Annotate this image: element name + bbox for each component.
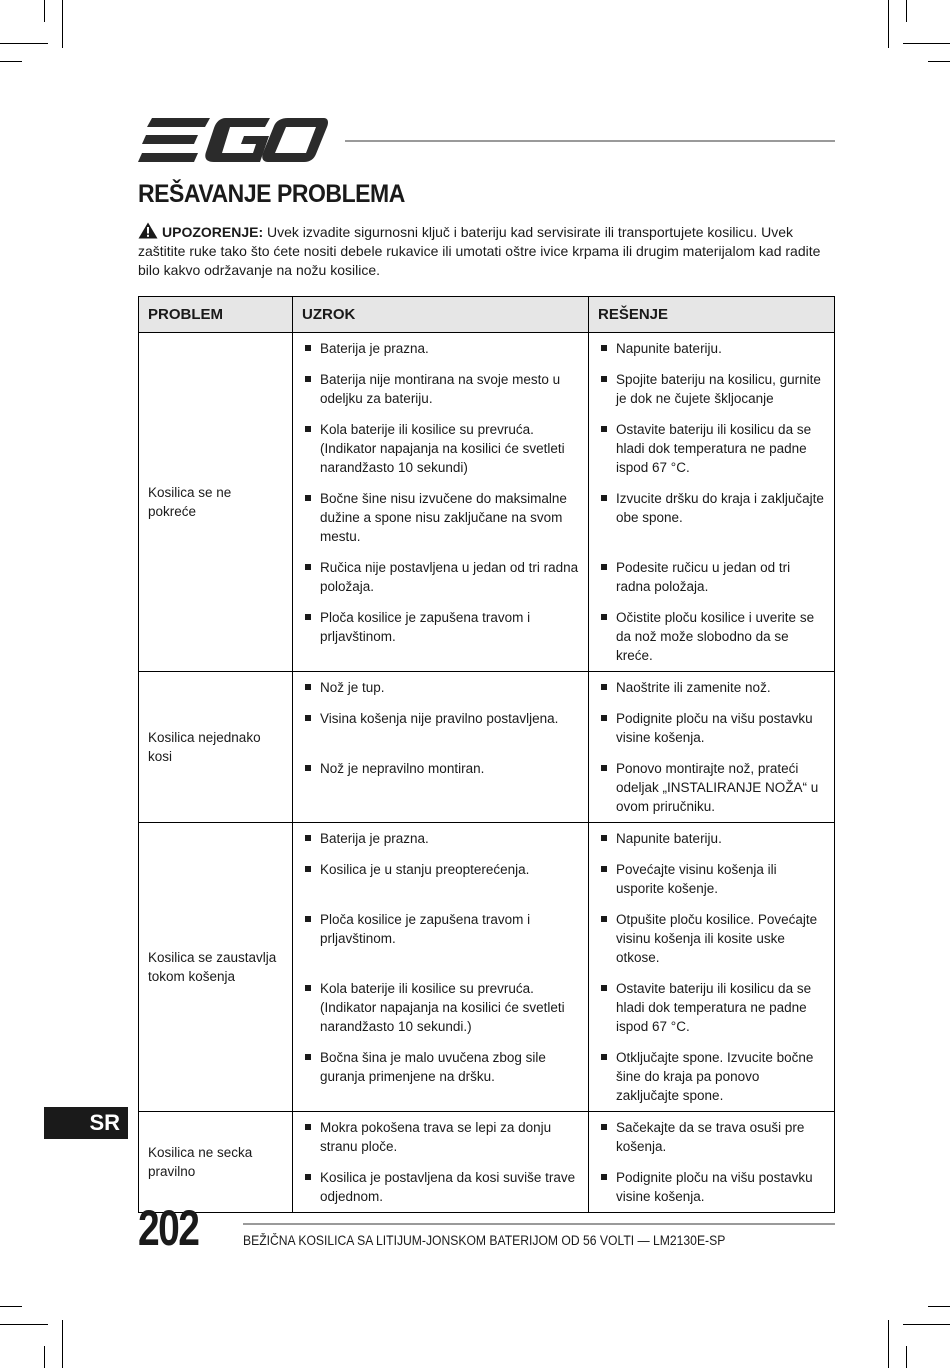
crop-mark: [0, 1324, 48, 1325]
header-problem: PROBLEM: [139, 297, 293, 333]
solution-cell: [589, 823, 835, 1112]
square-bullet-icon: [305, 916, 311, 922]
list-item: [599, 558, 825, 596]
cause-text: Mokra pokošena trava se lepi za donju stranu ploče.: [320, 1120, 552, 1154]
square-bullet-icon: [601, 1174, 607, 1180]
cause-cell: [293, 672, 589, 823]
solution-text: Sačekajte da se trava osuši pre košenja.: [616, 1120, 805, 1154]
cause-text: Kola baterije ili kosilice su prevruća. (Indikator napajanja na kosilici će svetleti narandžasto 10 sekundi): [320, 422, 565, 475]
crop-mark: [62, 1320, 63, 1368]
list-item: [303, 1168, 579, 1206]
cause-text: Bočne šine nisu izvučene do maksimalne dužine a spone nisu zaključane na svom mestu.: [320, 491, 567, 544]
square-bullet-icon: [305, 495, 311, 501]
list-item: [599, 709, 825, 747]
square-bullet-icon: [305, 345, 311, 351]
crop-mark: [903, 1324, 950, 1325]
cause-cell: [293, 1112, 589, 1213]
list-item: [303, 910, 579, 967]
list-item: [303, 339, 579, 358]
solution-text: Spojite bateriju na kosilicu, gurnite je dok ne čujete škljocanje: [616, 372, 821, 406]
list-item: [303, 678, 579, 697]
crop-mark: [888, 1320, 889, 1368]
square-bullet-icon: [601, 1054, 607, 1060]
solution-text: Izvucite dršku do kraja i zaključajte obe spone.: [616, 491, 824, 525]
cause-text: Nož je tup.: [320, 680, 385, 695]
square-bullet-icon: [601, 1124, 607, 1130]
list-item: [599, 829, 825, 848]
crop-mark: [928, 1306, 950, 1307]
crop-mark: [62, 0, 63, 48]
list-item: [599, 1118, 825, 1156]
list-item: [303, 558, 579, 596]
square-bullet-icon: [601, 715, 607, 721]
square-bullet-icon: [601, 495, 607, 501]
list-item: [303, 860, 579, 898]
square-bullet-icon: [601, 564, 607, 570]
solution-text: Očistite ploču kosilice i uverite se da nož može slobodno da se kreće.: [616, 610, 815, 663]
solution-text: Podignite ploču na višu postavku visine košenja.: [616, 711, 813, 745]
cause-text: Ploča kosilice je zapušena travom i prljavštinom.: [320, 610, 531, 644]
cause-text: Ručica nije postavljena u jedan od tri radna položaja.: [320, 560, 579, 594]
square-bullet-icon: [305, 614, 311, 620]
solution-cell: [589, 1112, 835, 1213]
solution-text: Povećajte visinu košenja ili usporite košenje.: [616, 862, 777, 896]
square-bullet-icon: [601, 866, 607, 872]
crop-mark: [906, 0, 907, 22]
square-bullet-icon: [601, 985, 607, 991]
square-bullet-icon: [305, 866, 311, 872]
solution-text: Otpušite ploču kosilice. Povećajte visinu košenja ili kosite uske otkose.: [616, 912, 818, 965]
square-bullet-icon: [305, 1054, 311, 1060]
crop-mark: [44, 1346, 45, 1368]
square-bullet-icon: [601, 426, 607, 432]
solution-text: Podignite ploču na višu postavku visine košenja.: [616, 1170, 813, 1204]
list-item: [303, 370, 579, 408]
table-row: [139, 672, 835, 823]
crop-mark: [44, 0, 45, 22]
crop-mark: [0, 1306, 22, 1307]
list-item: [303, 979, 579, 1036]
troubleshooting-table: [138, 296, 835, 1213]
crop-mark: [888, 0, 889, 48]
square-bullet-icon: [601, 835, 607, 841]
solution-text: Ponovo montirajte nož, prateći odeljak „INSTALIRANJE NOŽA“ u ovom priručniku.: [616, 761, 819, 814]
cause-cell: [293, 823, 589, 1112]
solution-text: Napunite bateriju.: [616, 831, 722, 846]
solution-cell: [589, 672, 835, 823]
page-title: REŠAVANJE PROBLEMA: [138, 180, 405, 208]
warning-label: UPOZORENJE:: [162, 224, 264, 240]
cause-text: Baterija nije montirana na svoje mesto u odeljku za bateriju.: [320, 372, 561, 406]
problem-cell: Kosilica se ne pokreće: [139, 333, 293, 672]
square-bullet-icon: [305, 1174, 311, 1180]
cause-text: Kosilica je u stanju preopterećenja.: [320, 862, 530, 877]
list-item: [599, 420, 825, 477]
page-number: 202: [138, 1200, 199, 1256]
table-header-row: [139, 297, 835, 333]
square-bullet-icon: [601, 765, 607, 771]
cause-cell: [293, 333, 589, 672]
warning-triangle-icon: [138, 222, 158, 239]
list-item: [599, 339, 825, 358]
header-solution: REŠENJE: [589, 297, 835, 333]
cause-text: Baterija je prazna.: [320, 341, 429, 356]
list-item: [303, 759, 579, 816]
list-item: [599, 1048, 825, 1105]
problem-cell: Kosilica ne secka pravilno: [139, 1112, 293, 1213]
square-bullet-icon: [601, 345, 607, 351]
cause-text: Baterija je prazna.: [320, 831, 429, 846]
list-item: [599, 979, 825, 1036]
table-row: [139, 333, 835, 672]
square-bullet-icon: [601, 614, 607, 620]
list-item: [303, 608, 579, 665]
crop-mark: [0, 61, 22, 62]
list-item: [303, 489, 579, 546]
list-item: [599, 370, 825, 408]
crop-mark: [903, 43, 950, 44]
square-bullet-icon: [305, 684, 311, 690]
square-bullet-icon: [305, 715, 311, 721]
warning-paragraph: [138, 222, 828, 280]
square-bullet-icon: [601, 376, 607, 382]
list-item: [599, 759, 825, 816]
list-item: [303, 829, 579, 848]
footer-rule: [243, 1223, 835, 1225]
language-tab: SR: [44, 1107, 128, 1139]
square-bullet-icon: [305, 985, 311, 991]
list-item: [303, 709, 579, 747]
solution-text: Otključajte spone. Izvucite bočne šine do kraja pa ponovo zaključajte spone.: [616, 1050, 814, 1103]
solution-text: Ostavite bateriju ili kosilicu da se hladi dok temperatura ne padne ispod 67 °C.: [616, 422, 812, 475]
square-bullet-icon: [305, 564, 311, 570]
square-bullet-icon: [601, 916, 607, 922]
list-item: [599, 1168, 825, 1206]
list-item: [303, 1118, 579, 1156]
ego-logo: [138, 118, 328, 162]
header-cause: UZROK: [293, 297, 589, 333]
crop-mark: [928, 61, 950, 62]
list-item: [303, 420, 579, 477]
list-item: [599, 608, 825, 665]
square-bullet-icon: [305, 426, 311, 432]
list-item: [599, 910, 825, 967]
table-row: [139, 1112, 835, 1213]
list-item: [599, 860, 825, 898]
table-row: [139, 823, 835, 1112]
cause-text: Bočna šina je malo uvučena zbog sile guranja primenjene na dršku.: [320, 1050, 546, 1084]
square-bullet-icon: [305, 835, 311, 841]
cause-text: Kosilica je postavljena da kosi suviše trave odjednom.: [320, 1170, 576, 1204]
solution-text: Napunite bateriju.: [616, 341, 722, 356]
problem-cell: Kosilica se zaustavlja tokom košenja: [139, 823, 293, 1112]
cause-text: Visina košenja nije pravilno postavljena.: [320, 711, 559, 726]
header-rule: [345, 140, 835, 142]
square-bullet-icon: [601, 684, 607, 690]
list-item: [599, 678, 825, 697]
solution-cell: [589, 333, 835, 672]
square-bullet-icon: [305, 1124, 311, 1130]
crop-mark: [0, 43, 48, 44]
cause-text: Ploča kosilice je zapušena travom i prljavštinom.: [320, 912, 531, 946]
list-item: [303, 1048, 579, 1105]
solution-text: Ostavite bateriju ili kosilicu da se hladi dok temperatura ne padne ispod 67 °C.: [616, 981, 812, 1034]
problem-cell: Kosilica nejednako kosi: [139, 672, 293, 823]
list-item: [599, 489, 825, 546]
solution-text: Naoštrite ili zamenite nož.: [616, 680, 771, 695]
cause-text: Nož je nepravilno montiran.: [320, 761, 485, 776]
crop-mark: [906, 1346, 907, 1368]
square-bullet-icon: [305, 765, 311, 771]
square-bullet-icon: [305, 376, 311, 382]
warning-text: Uvek izvadite sigurnosni ključ i bateriju kad servisirate ili transportujete kosilicu. Uvek zaštitite ruke tako što ćete nositi debele rukavice ili umotati oštre ivice krpama ili drugim materijalom kad radite bilo kakvo održavanje na nožu kosilice.: [138, 224, 821, 278]
footer-text: BEŽIČNA KOSILICA SA LITIJUM-JONSKOM BATERIJOM OD 56 VOLTI — LM2130E-SP: [243, 1233, 726, 1248]
cause-text: Kola baterije ili kosilice su prevruća. (Indikator napajanja na kosilici će svetleti narandžasto 10 sekundi.): [320, 981, 565, 1034]
solution-text: Podesite ručicu u jedan od tri radna položaja.: [616, 560, 791, 594]
